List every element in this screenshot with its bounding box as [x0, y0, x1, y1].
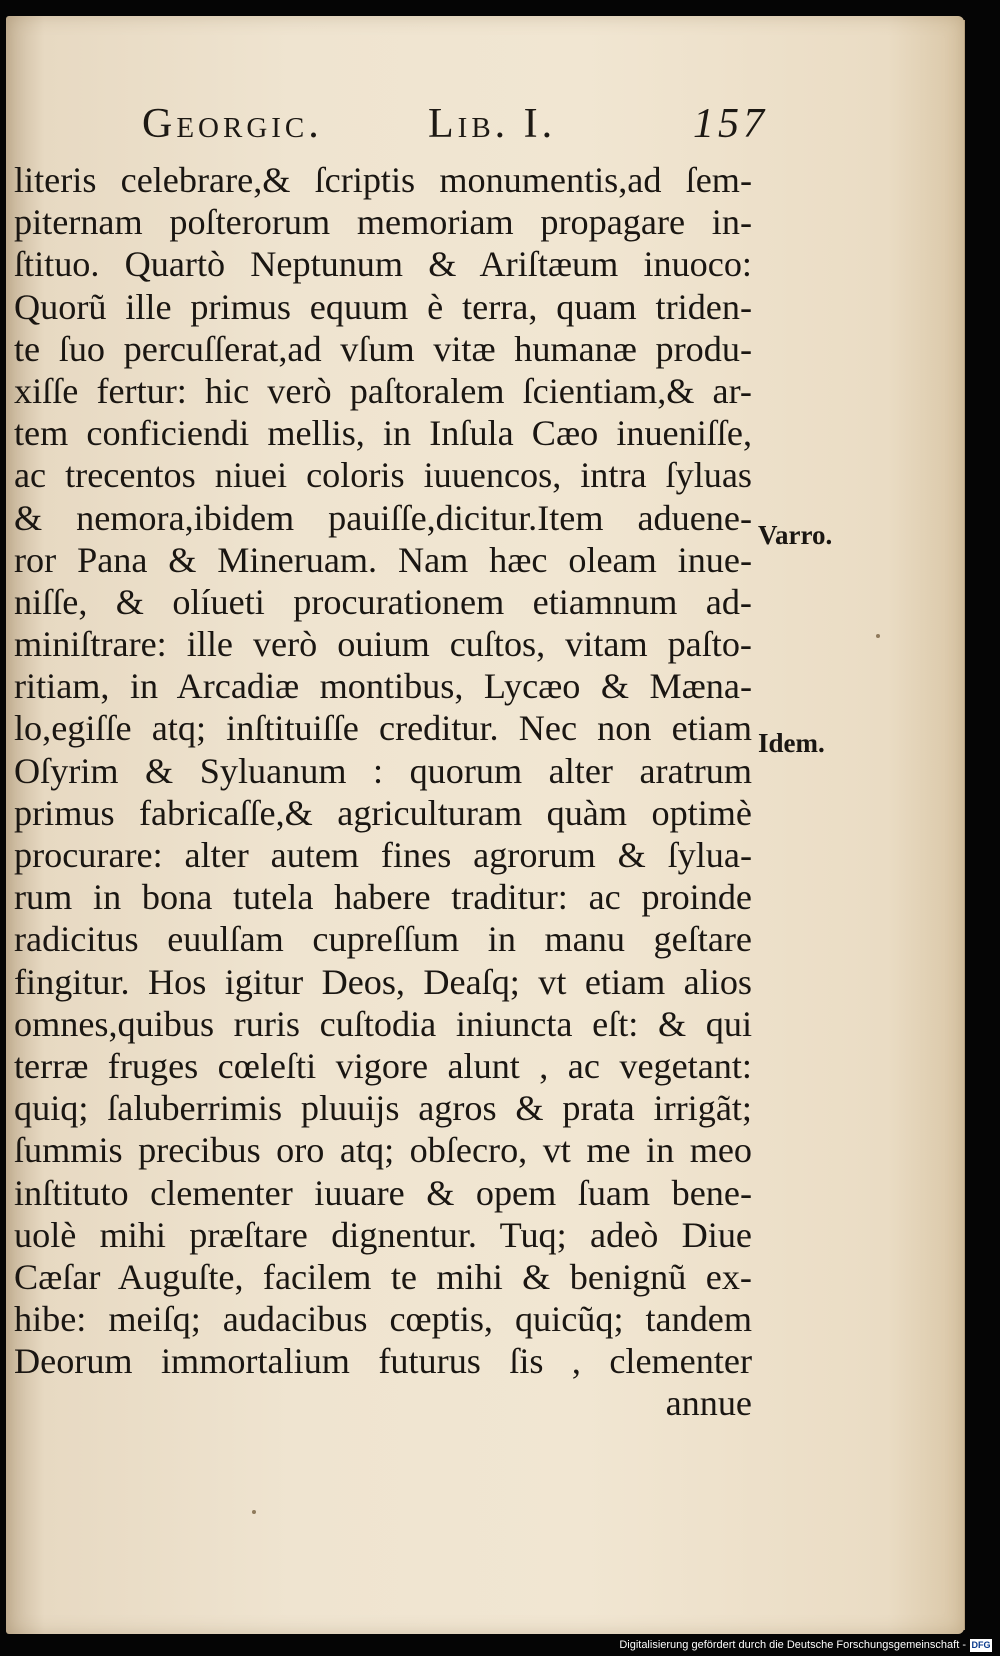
page-number: 157: [693, 101, 768, 147]
text-line: miniſtrare: ille verò ouium cuſtos, vitam paſto-: [14, 624, 752, 665]
text-line: xiſſe fertur: hic verò paſtoralem ſcientiam,& ar-: [14, 370, 752, 411]
text-line: tem conficiendi mellis, in Inſula Cæo inueniſſe,: [14, 413, 752, 454]
text-line: literis celebrare,& ſcriptis monumentis,ad ſem-: [14, 160, 752, 200]
text-line: Quorũ ille primus equum è terra, quam triden-: [14, 286, 752, 327]
text-line: Deorum immortalium futurus ſis , clementer: [14, 1341, 752, 1382]
catchword: annue: [665, 1383, 752, 1424]
text-line: omnes,quibus ruris cuſtodia iniuncta eſt: & qui: [14, 1003, 752, 1044]
text-line: terræ fruges cœleſti vigore alunt , ac vegetant:: [14, 1045, 752, 1086]
text-line: te ſuo percuſſerat,ad vſum vitæ humanæ produ-: [14, 328, 752, 369]
text-line: lo,egiſſe atq; inſtituiſſe creditur. Nec non etiam: [14, 708, 752, 749]
text-line: inſtituto clementer iuuare & opem ſuam bene-: [14, 1172, 752, 1213]
margin-note-idem: Idem.: [758, 728, 825, 758]
text-line: Oſyrim & Syluanum : quorum alter aratrum: [14, 750, 752, 791]
text-line: ac trecentos niuei coloris iuuencos, intra ſyluas: [14, 455, 752, 496]
text-line: hibe: meiſq; audacibus cœptis, quicũq; tandem: [14, 1299, 752, 1340]
margin-note-varro: Varro.: [758, 520, 833, 550]
text-line: & nemora,ibidem pauiſſe,dicitur.Item aduene-: [14, 497, 752, 538]
text-line: procurare: alter autem fines agrorum & ſylua-: [14, 835, 752, 875]
running-header: [138, 100, 768, 156]
book-page: [6, 16, 964, 1634]
header-title: Georgic.: [142, 101, 323, 147]
text-line: piternam poſterorum memoriam propagare in-: [14, 202, 752, 243]
header-book: Lib. I.: [428, 101, 557, 147]
text-line: ror Pana & Mineruam. Nam hæc oleam inue-: [14, 539, 752, 580]
text-line: Cæſar Auguſte, facilem te mihi & benignũ ex-: [14, 1256, 752, 1297]
text-line: ritiam, in Arcadiæ montibus, Lycæo & Mæna-: [14, 666, 752, 707]
text-line: rum in bona tutela habere traditur: ac proinde: [14, 877, 752, 918]
text-line: uolè mihi præſtare dignentur. Tuq; adeò Diue: [14, 1214, 752, 1255]
text-line: niſſe, & olíueti procurationem etiamnum ad-: [14, 581, 752, 622]
paper-speck: [252, 1510, 256, 1514]
body-text: [6, 159, 766, 1425]
paper-speck: [876, 634, 880, 638]
dfg-logo: DFG: [971, 1639, 991, 1650]
text-line: primus fabricaſſe,& agriculturam quàm optimè: [14, 792, 752, 833]
digitization-credit: [619, 1636, 992, 1654]
text-line: ſummis precibus oro atq; obſecro, vt me in meo: [14, 1130, 752, 1171]
credit-text: Digitalisierung gefördert durch die Deutsche Forschungsgemeinschaft -: [619, 1639, 966, 1651]
text-line: ſtituo. Quartò Neptunum & Ariſtæum inuoco:: [14, 244, 752, 285]
text-line: fingitur. Hos igitur Deos, Deaſq; vt etiam alios: [14, 961, 752, 1002]
text-line: radicitus euulſam cupreſſum in manu geſtare: [14, 919, 752, 960]
text-line: quiq; ſaluberrimis pluuijs agros & prata irrigãt;: [14, 1088, 752, 1129]
